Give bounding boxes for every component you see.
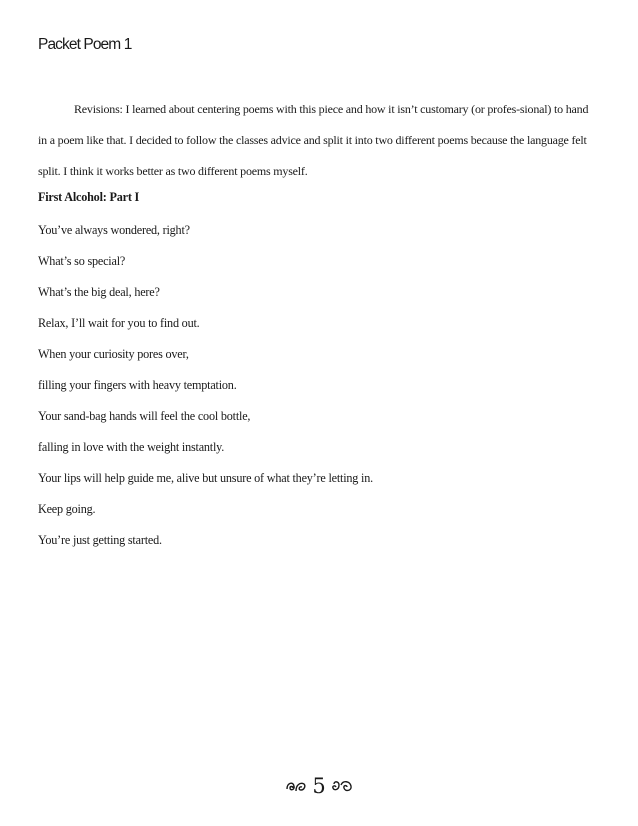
poem-title: First Alcohol: Part I [38, 190, 140, 204]
fleuron-left-icon [285, 777, 307, 795]
page-header-title: Packet Poem 1 [38, 36, 132, 53]
poem-line: Your lips will help guide me, alive but unsure of what they’re letting in. [38, 471, 373, 485]
poem-line: falling in love with the weight instantly. [38, 440, 225, 454]
fleuron-right-icon [331, 777, 353, 795]
poem-line: When your curiosity pores over, [38, 347, 189, 361]
poem-line: Relax, I’ll wait for you to find out. [38, 316, 200, 330]
page-footer [0, 774, 638, 797]
poem-lines [38, 221, 373, 562]
poem-line: What’s the big deal, here? [38, 285, 160, 299]
poem-line: You’re just getting started. [38, 533, 162, 547]
poem-line: filling your fingers with heavy temptation. [38, 378, 237, 392]
poem-line: You’ve always wondered, right? [38, 223, 190, 237]
poem-line: Your sand-bag hands will feel the cool bottle, [38, 409, 251, 423]
revisions-paragraph: Revisions: I learned about centering poems with this piece and how it isn’t customary (or profes-sional) to hand in a poem like that. I decided to follow the classes advice and split it into two different poems because the language felt split. I think it works better as two different poems myself. [38, 102, 589, 178]
page-number: 5 [312, 774, 326, 799]
poem-line: What’s so special? [38, 254, 126, 268]
poem-line: Keep going. [38, 502, 96, 516]
